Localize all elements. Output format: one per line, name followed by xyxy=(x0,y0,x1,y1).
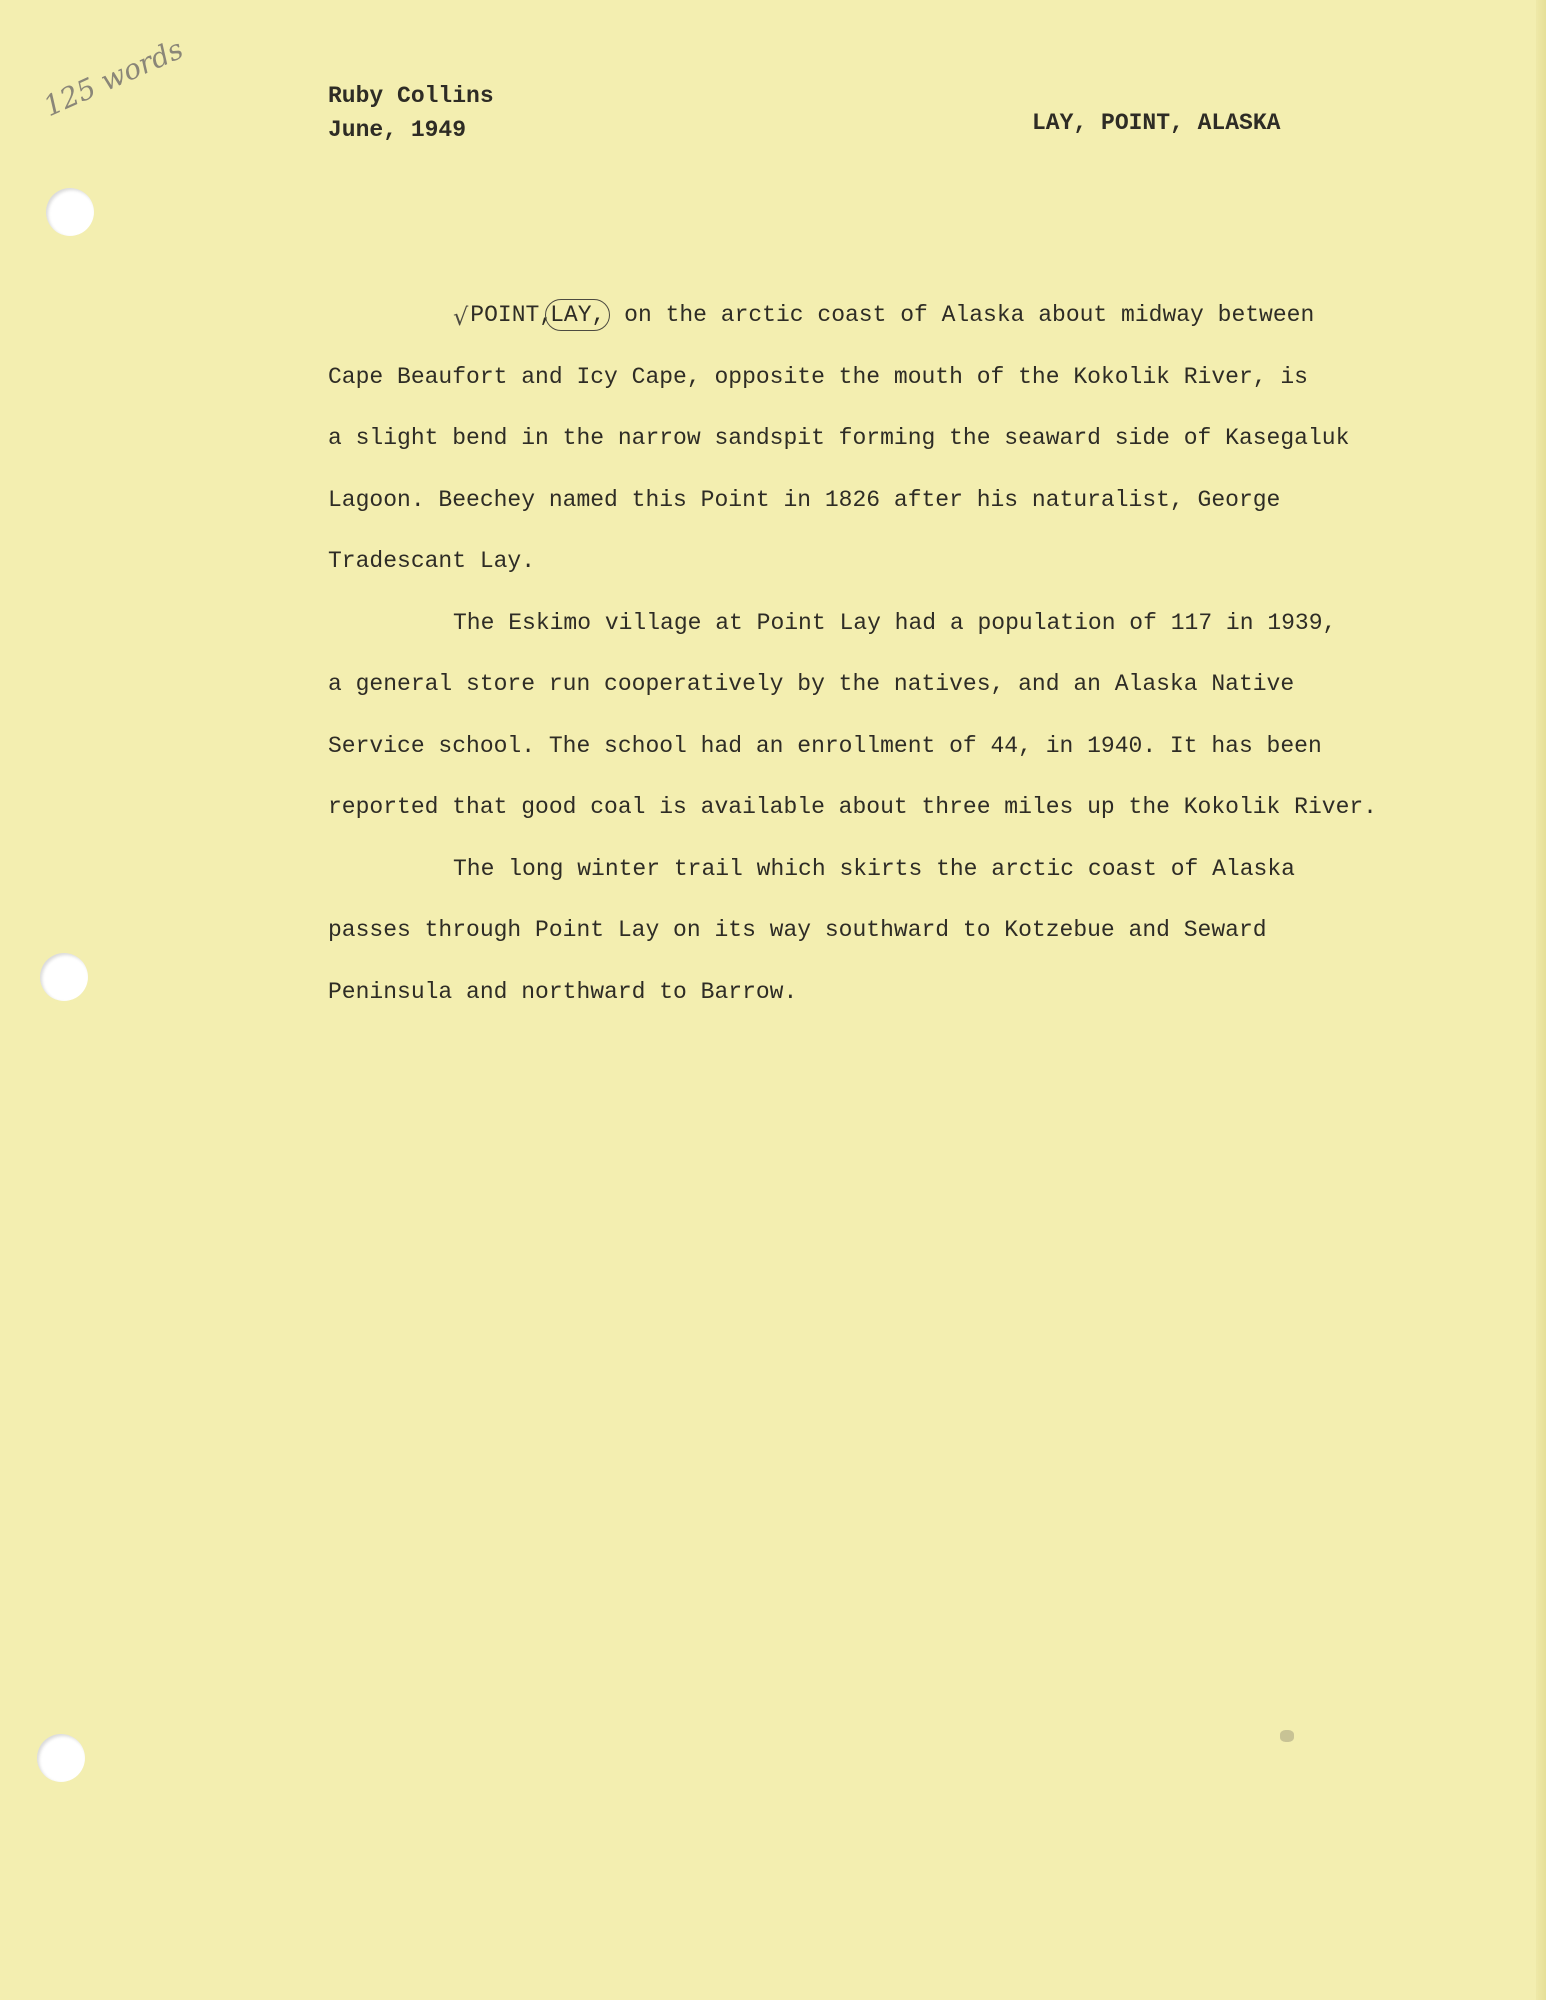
paragraph-3-line: passes through Point Lay on its way southward to Kotzebue and Seward xyxy=(328,917,1267,943)
paragraph-2-line: a general store run cooperatively by the natives, and an Alaska Native xyxy=(328,671,1295,697)
document-title: LAY, POINT, ALASKA xyxy=(1032,110,1281,136)
paragraph-1-line: Cape Beaufort and Icy Cape, opposite the mouth of the Kokolik River, is xyxy=(328,363,1308,390)
paragraph-text: on the arctic coast of Alaska about midway between xyxy=(624,302,1315,328)
document-body xyxy=(328,283,1488,1023)
paragraph-3-line: Peninsula and northward to Barrow. xyxy=(328,978,798,1005)
paragraph-1-line: Tradescant Lay. xyxy=(328,548,536,574)
punch-hole xyxy=(40,953,88,1001)
paragraph-2-line: reported that good coal is available about three miles up the Kokolik River. xyxy=(328,794,1377,820)
punch-hole xyxy=(37,1734,85,1782)
author-block xyxy=(328,79,494,147)
author-name: Ruby Collins xyxy=(328,83,494,109)
lead-term-point: POINT, xyxy=(470,302,554,328)
document-date: June, 1949 xyxy=(328,117,467,143)
paragraph-1-line: a slight bend in the narrow sandspit forming the seaward side of Kasegaluk xyxy=(328,425,1350,451)
paragraph-2-line: The Eskimo village at Point Lay had a population of 117 in 1939, xyxy=(453,609,1337,636)
ink-smudge xyxy=(1280,1730,1294,1742)
paragraph-3-line: The long winter trail which skirts the arctic coast of Alaska xyxy=(453,855,1295,882)
paragraph-1-line xyxy=(328,283,1488,347)
circled-term-lay: LAY, xyxy=(545,299,610,331)
punch-hole xyxy=(46,188,94,236)
scan-edge xyxy=(1536,0,1546,2000)
handwritten-word-count-note: 125 words xyxy=(38,32,188,123)
paragraph-1-line: Lagoon. Beechey named this Point in 1826 after his naturalist, George xyxy=(328,486,1281,513)
paragraph-2-line: Service school. The school had an enrollment of 44, in 1940. It has been xyxy=(328,732,1322,759)
checkmark-icon: √ xyxy=(453,303,469,331)
